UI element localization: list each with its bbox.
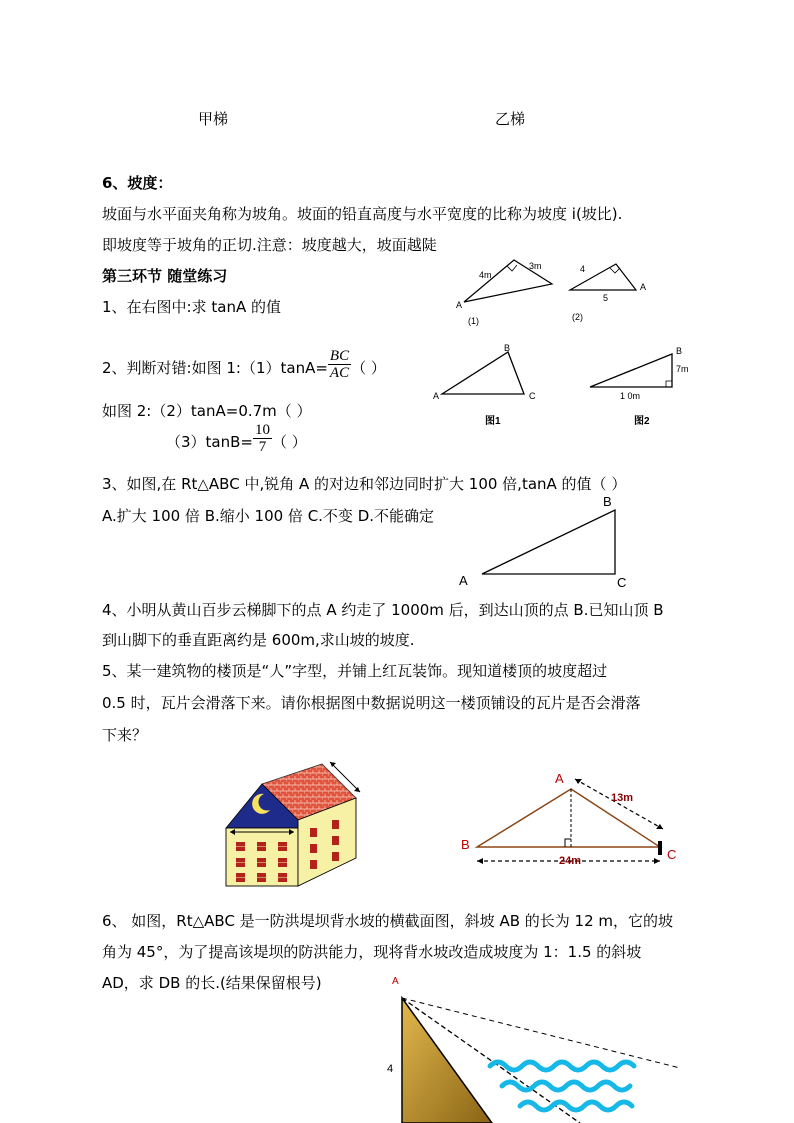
q2-line3-prefix: （3）tanB= [166, 433, 253, 451]
question-2-line3 [166, 422, 307, 455]
question-1: 1、在右图中:求 tanA 的值 [102, 298, 281, 316]
q2-fig2-caption: 图2 [634, 416, 650, 427]
q2-fraction [328, 348, 351, 381]
roof-slant-label: 13m [611, 792, 634, 804]
question-4-line2: 到山脚下的垂直距离约是 600m,求山坡的坡度. [102, 631, 415, 649]
q2-fig2-side: 7m [676, 364, 689, 374]
roof-base-label: 24m [559, 855, 582, 867]
q1-f2-left: 4 [580, 264, 586, 274]
q2-line3-blank: （ ） [271, 433, 307, 451]
q2-figure-2 [572, 342, 694, 432]
ladder-label-right: 乙梯 [495, 110, 526, 128]
q2-prefix: 2、判断对错:如图 1:（1）tanA= [102, 359, 328, 377]
q3-figure [452, 492, 652, 592]
section6-line2: 即坡度等于坡角的正切.注意：坡度越大，坡面越陡 [102, 236, 437, 254]
question-6-line3: AD，求 DB 的长.(结果保留根号) [102, 974, 322, 992]
q1-f2-label: (2) [572, 312, 583, 322]
question-5-line3: 下来？ [102, 726, 148, 744]
q2-frac-den: AC [329, 365, 350, 381]
q3-fig-a: A [459, 573, 468, 588]
question-3: 3、如图,在 Rt△ABC 中,锐角 A 的对边和邻边同时扩大 100 倍,tanA 的值（ ） [102, 475, 627, 493]
roof-label-c: C [667, 847, 677, 862]
question-5-line2: 0.5 时，瓦片会滑落下来。请你根据图中数据说明这一楼顶铺设的瓦片是否会滑落 [102, 694, 641, 712]
question-2-line2: 如图 2:（2）tanA=0.7m（ ） [102, 402, 312, 420]
question-6-line2: 角为 45°，为了提高该堤坝的防洪能力，现将背水坡改造成坡度为 1：1.5 的斜坡 [102, 943, 642, 961]
roof-label-b: B [461, 837, 470, 852]
q2-fig1-b: B [504, 343, 511, 353]
roof-label-a: A [555, 771, 564, 786]
roof-cross-section [455, 765, 685, 880]
question-2-line1 [102, 348, 386, 381]
question-3-options: A.扩大 100 倍 B.缩小 100 倍 C.不变 D.不能确定 [102, 507, 435, 525]
building-illustration [220, 758, 370, 888]
q2-answer-blank: （ ） [351, 359, 386, 377]
q3-fig-c: C [617, 575, 627, 590]
question-5-line1: 5、某一建筑物的楼顶是“人”字型，并铺上红瓦装饰。现知道楼顶的坡度超过 [102, 662, 608, 680]
q1-f1-right: 3m [529, 261, 542, 271]
q2-line3-fraction [253, 422, 272, 455]
dam-figure [380, 968, 690, 1123]
dam-label-a: A [392, 976, 399, 987]
section6-line1: 坡面与水平面夹角称为坡角。坡面的铅直高度与水平宽度的比称为坡度 i(坡比). [102, 205, 623, 223]
q2-fig2-b: B [676, 346, 683, 356]
q2-fig1-c: C [529, 391, 536, 401]
question-4-line1: 4、小明从黄山百步云梯脚下的点 A 约走了 1000m 后，到达山顶的点 B.已知山顶 B [102, 601, 664, 619]
q2-line3-num: 10 [254, 422, 270, 438]
dam-height-label: 4 [387, 1063, 394, 1075]
q1-f2-vertex: A [640, 282, 647, 292]
q2-line3-den: 7 [258, 439, 267, 455]
q2-frac-num: BC [329, 348, 350, 364]
question-6-line1: 6、 如图，Rt△ABC 是一防洪堤坝背水坡的横截面图，斜坡 AB 的长为 12 m，它的坡 [102, 912, 674, 930]
q1-f1-vertex: A [456, 300, 463, 310]
q2-fig2-bottom: 1 0m [620, 391, 641, 401]
q3-fig-b: B [603, 494, 612, 509]
q1-f1-label: (1) [468, 316, 479, 326]
practice-heading: 第三环节 随堂练习 [102, 267, 228, 285]
section6-heading: 6、坡度： [102, 174, 173, 192]
q1-figure [452, 254, 652, 328]
q1-f1-left: 4m [479, 270, 492, 280]
q2-fig1-a: A [433, 391, 440, 401]
ladder-label-left: 甲梯 [198, 110, 229, 128]
q2-fig1-caption: 图1 [485, 416, 501, 427]
q2-figure-1 [430, 342, 540, 432]
q1-f2-bottom: 5 [603, 293, 609, 303]
